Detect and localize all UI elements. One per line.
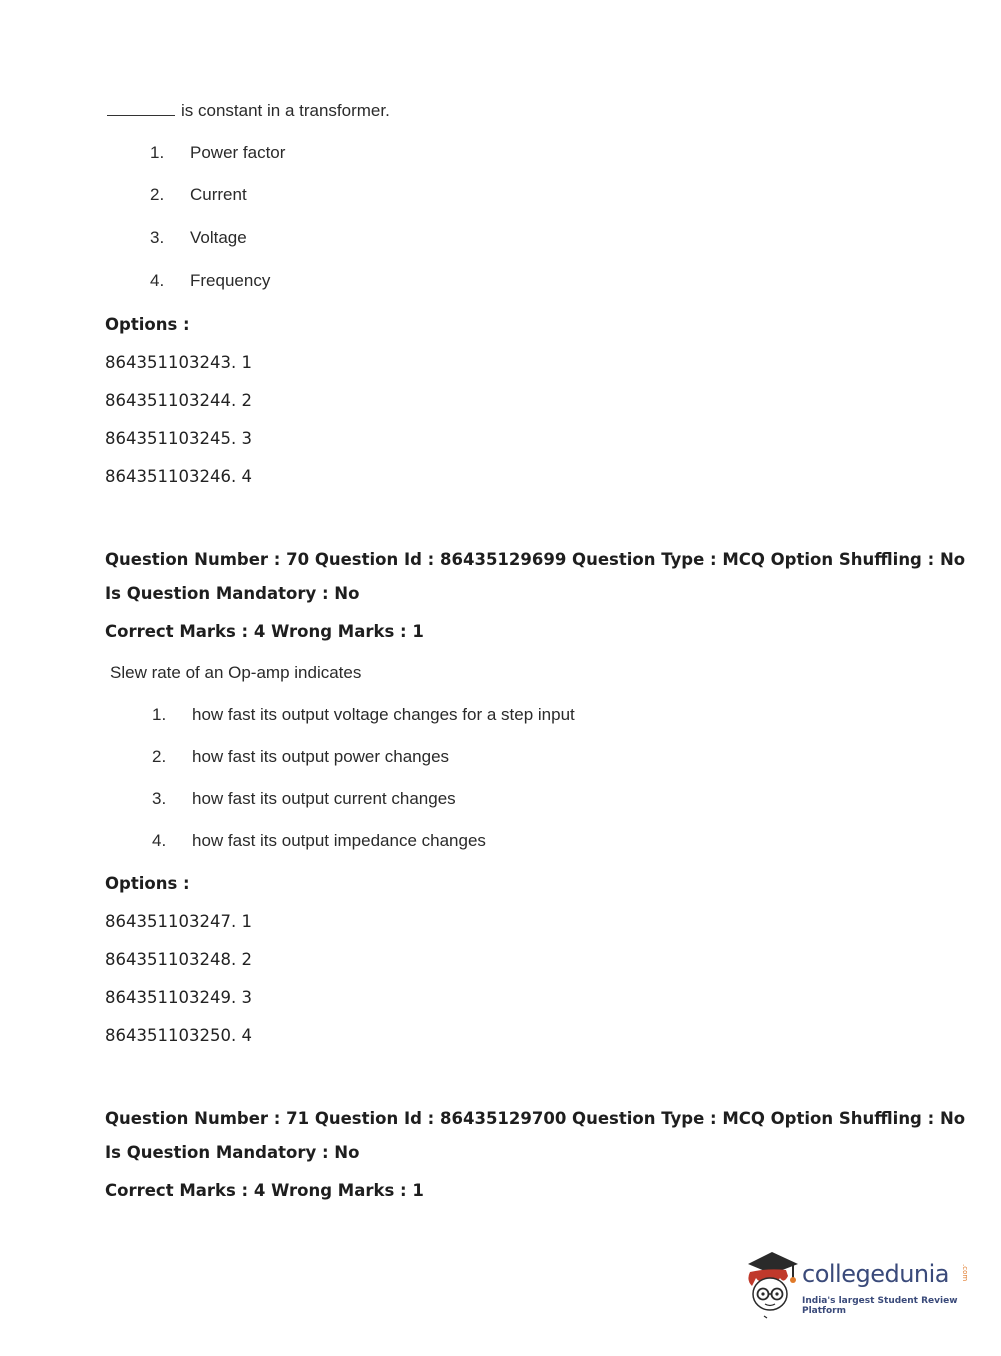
choice-number: 1.	[152, 705, 167, 724]
question-marks: Correct Marks : 4 Wrong Marks : 1	[105, 622, 424, 641]
choice-text: Current	[190, 185, 247, 204]
question-stem: is constant in a transformer.	[107, 101, 390, 121]
option-id: 864351103243. 1	[105, 353, 252, 372]
question-marks: Correct Marks : 4 Wrong Marks : 1	[105, 1181, 424, 1200]
question-mandatory: Is Question Mandatory : No	[105, 1143, 360, 1162]
choice-text: how fast its output power changes	[192, 747, 450, 766]
option-id: 864351103247. 1	[105, 912, 252, 931]
logo-name: collegedunia	[802, 1260, 950, 1288]
choice-number: 4.	[150, 271, 165, 290]
collegedunia-logo	[742, 1250, 972, 1320]
choice-text: Power factor	[190, 143, 286, 162]
option-id: 864351103248. 2	[105, 950, 252, 969]
question-stem: Slew rate of an Op-amp indicates	[110, 663, 362, 682]
option-id: 864351103250. 4	[105, 1026, 252, 1045]
option-id: 864351103249. 3	[105, 988, 252, 1007]
choice-number: 3.	[152, 789, 167, 808]
choice-number: 2.	[152, 747, 167, 766]
choice-text: Frequency	[190, 271, 271, 290]
question-header: Question Number : 70 Question Id : 86435129699 Question Type : MCQ Option Shuffling : No	[105, 550, 966, 569]
choice-text: Voltage	[190, 228, 247, 247]
choice-text: how fast its output voltage changes for a step input	[192, 705, 575, 724]
choice-number: 1.	[150, 143, 165, 162]
logo-com: .com	[961, 1264, 969, 1282]
options-label: Options :	[105, 874, 190, 893]
option-id: 864351103244. 2	[105, 391, 252, 410]
logo-tagline: India's largest Student Review Platform	[802, 1296, 958, 1316]
option-id: 864351103245. 3	[105, 429, 252, 448]
choice-number: 2.	[150, 185, 165, 204]
choice-number: 4.	[152, 831, 167, 850]
choice-text: how fast its output current changes	[192, 789, 456, 808]
question-header: Question Number : 71 Question Id : 86435129700 Question Type : MCQ Option Shuffling : No	[105, 1109, 966, 1128]
mascot-icon	[742, 1250, 802, 1320]
choice-text: how fast its output impedance changes	[192, 831, 486, 850]
fill-blank	[107, 101, 175, 116]
choice-number: 3.	[150, 228, 165, 247]
options-label: Options :	[105, 315, 190, 334]
option-id: 864351103246. 4	[105, 467, 252, 486]
question-mandatory: Is Question Mandatory : No	[105, 584, 360, 603]
